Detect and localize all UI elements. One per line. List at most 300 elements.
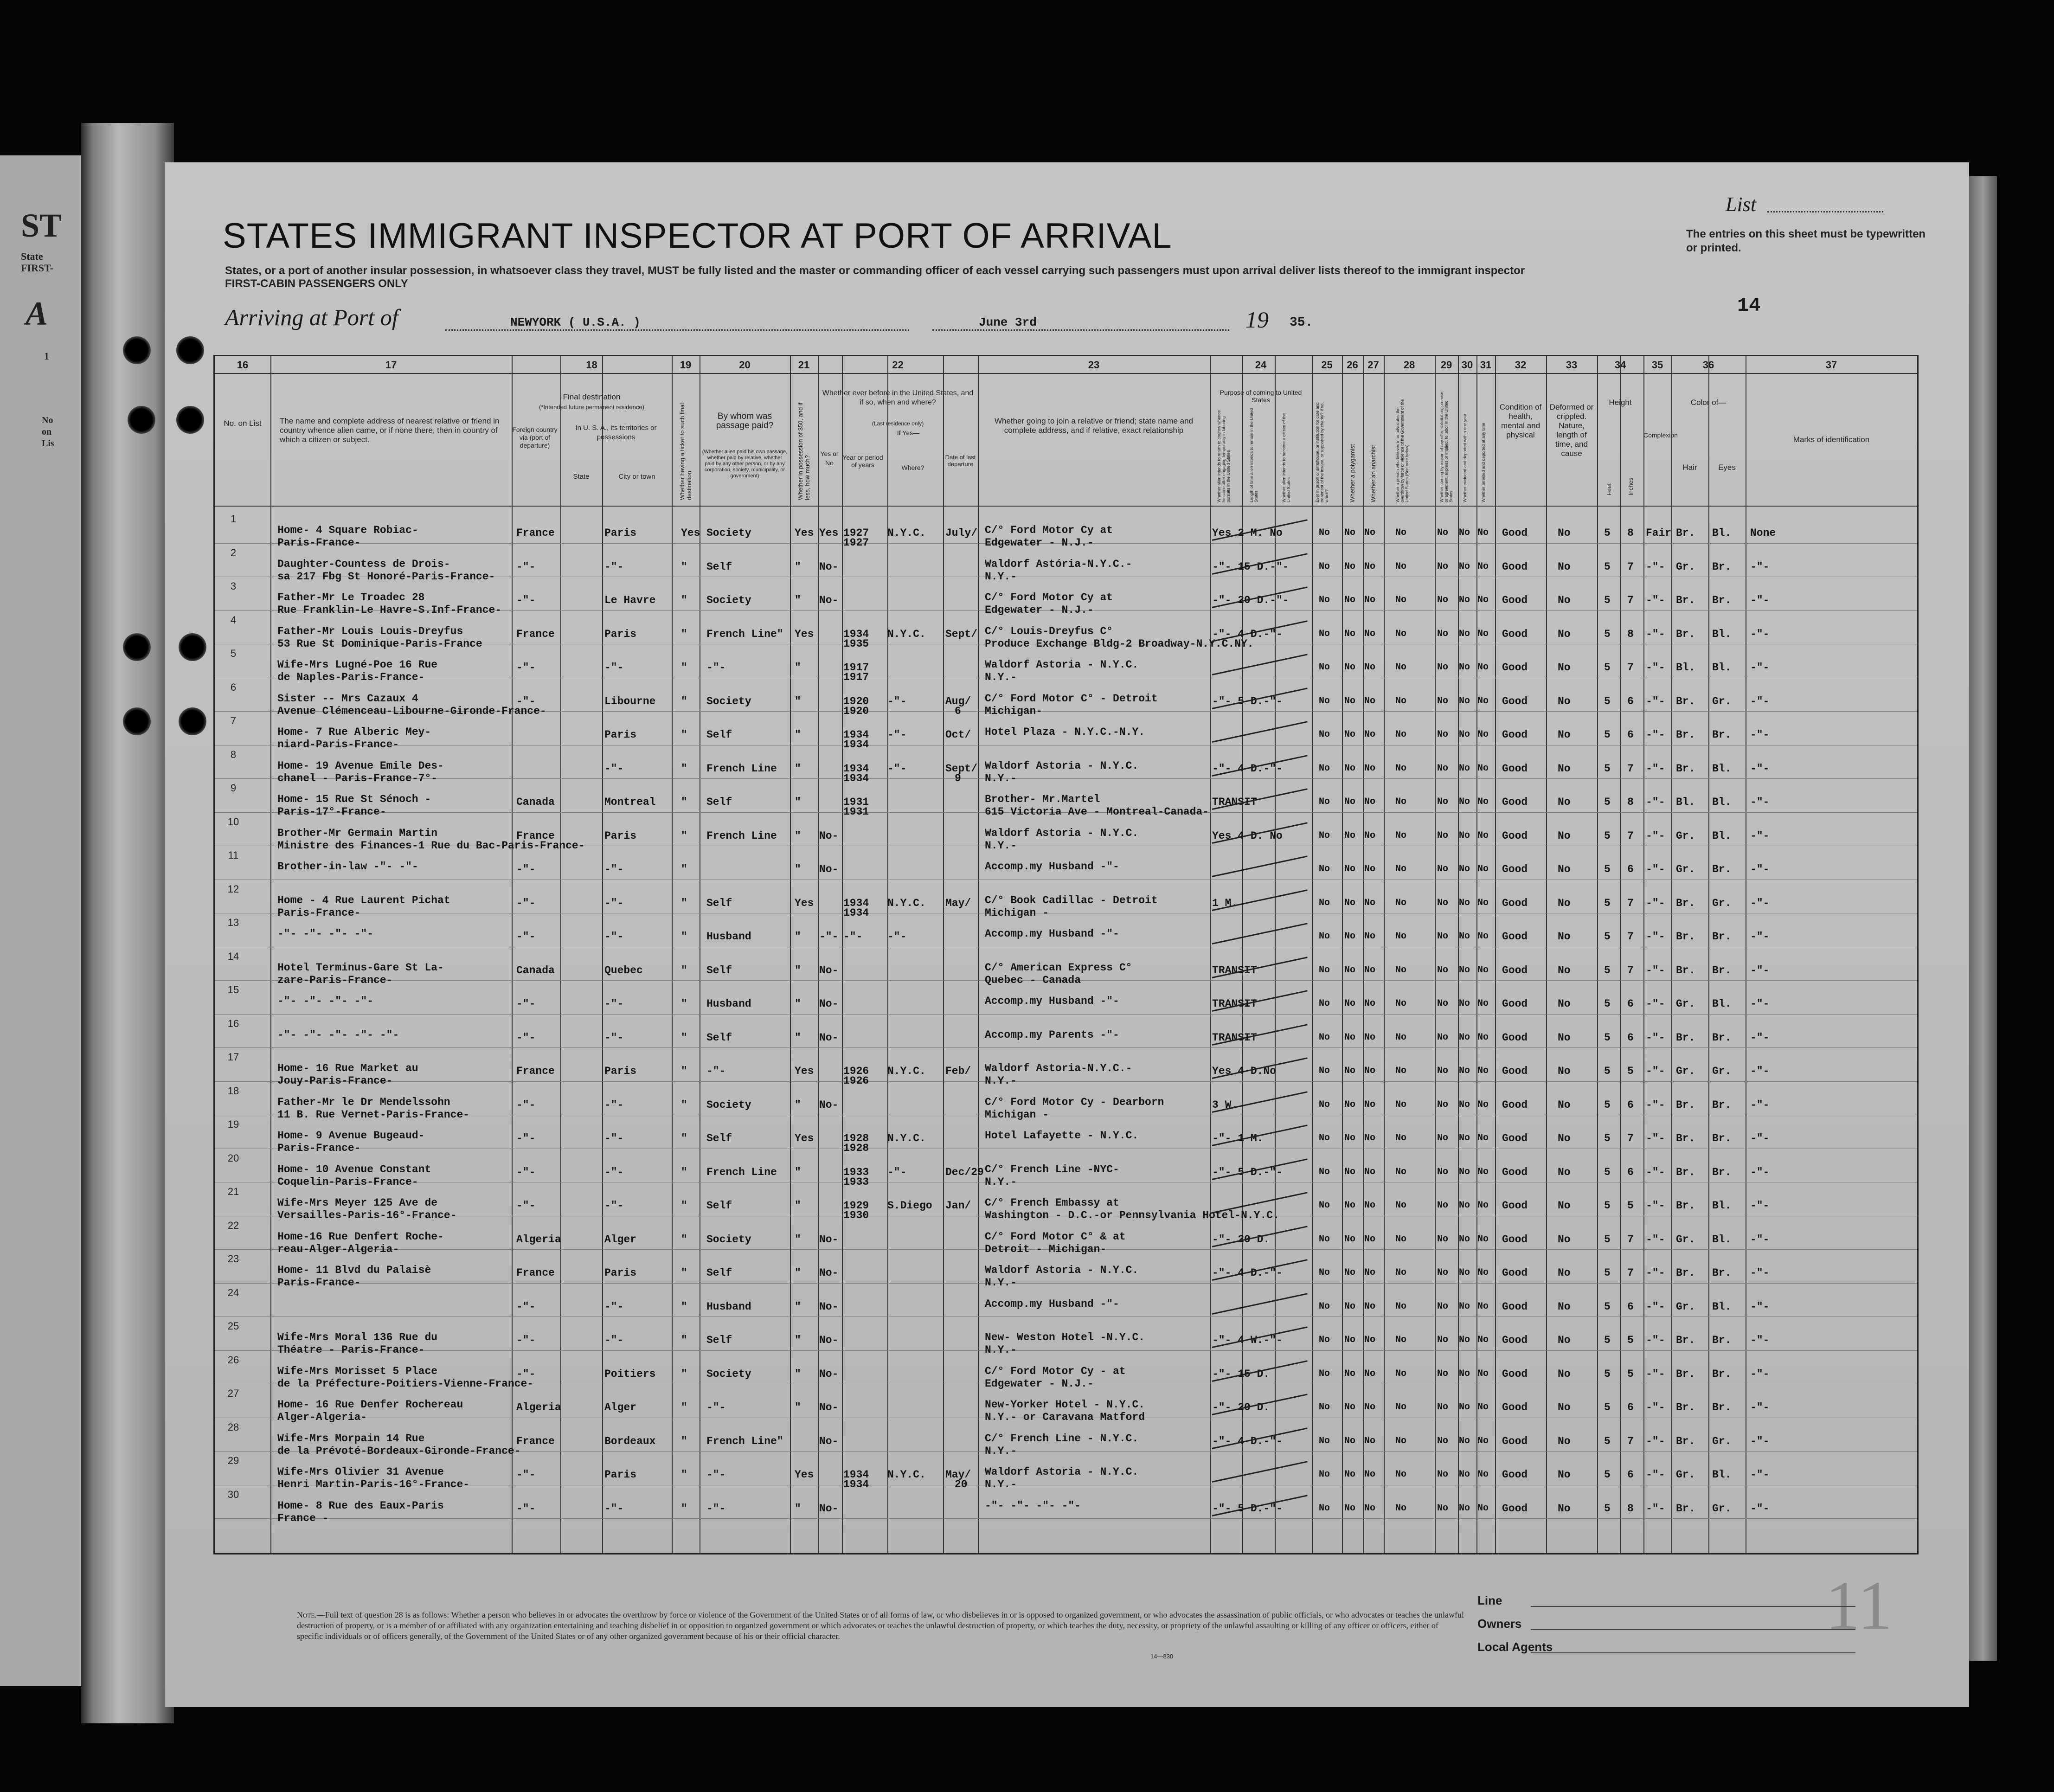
row-rule — [215, 1283, 1917, 1284]
cell-country: Canada — [516, 796, 555, 808]
cell-overthrow: No — [1395, 864, 1407, 874]
fragment-colnum: 1 — [44, 350, 49, 362]
handwritten-check-mark — [1212, 923, 1308, 944]
cell-departure: Feb/ — [945, 1065, 971, 1077]
cell-health: Good — [1502, 1200, 1528, 1212]
cell-polygamist: No — [1344, 729, 1356, 740]
cell-overthrow: No — [1395, 527, 1407, 538]
cell-relative-address: Home- 15 Rue St Sénoch - — [277, 793, 431, 805]
cell-departure: Dec/29 — [945, 1166, 984, 1178]
cell-inches: 7 — [1627, 662, 1634, 674]
cell-health: Good — [1502, 762, 1528, 775]
cell-excluded: No — [1459, 1099, 1470, 1110]
cell-anarchist: No — [1364, 964, 1376, 976]
cell-overthrow: No — [1395, 763, 1407, 774]
cell-year: 1934 — [843, 1469, 869, 1481]
cell-prison: No — [1319, 931, 1330, 942]
cell-eyes: Gr. — [1712, 695, 1732, 707]
cell-before: No- — [819, 1267, 839, 1279]
cell-year-cont: 1928 — [843, 1142, 869, 1154]
col-number: 29 — [1440, 359, 1452, 371]
cell-purpose: -"- 20 D. — [1212, 1233, 1270, 1246]
cell-inches: 6 — [1627, 1401, 1634, 1413]
header-purpose: Purpose of coming to United States — [1220, 389, 1302, 404]
cell-relative-address-cont: Paris-France- — [277, 537, 361, 549]
cell-before: No- — [819, 560, 839, 573]
cell-deformed: No — [1558, 1098, 1571, 1111]
header-nearest-relative: The name and complete address of nearest relative or friend in country whence alien came, or if none there, then in country of which a citizen or subject. — [280, 417, 500, 444]
cell-feet: 5 — [1604, 560, 1611, 573]
manifest-table — [213, 355, 1919, 1554]
cell-ticket: " — [681, 662, 687, 674]
cell-paid: Self — [706, 1132, 732, 1144]
cell-join: C/° French Line - N.Y.C. — [985, 1432, 1139, 1445]
cell-join: Accomp.my Parents -"- — [985, 1028, 1119, 1041]
cell-complexion: -"- — [1646, 628, 1665, 640]
cell-feet: 5 — [1604, 1098, 1611, 1111]
cell-deported: No — [1477, 796, 1489, 807]
header-height: Height — [1609, 398, 1632, 407]
cell-eyes: Bl. — [1712, 1469, 1732, 1481]
cell-join: C/° Ford Motor Cy at — [985, 524, 1113, 536]
row-rule — [215, 1518, 1917, 1519]
cell-city: -"- — [604, 931, 624, 943]
cell-city: Bordeaux — [604, 1435, 656, 1447]
cell-excluded: No — [1459, 1503, 1470, 1514]
punch-hole — [123, 336, 151, 364]
cell-marks: -"- — [1750, 1132, 1770, 1144]
cell-marks: -"- — [1750, 1166, 1770, 1178]
cell-money: " — [795, 1031, 801, 1044]
col-number: 19 — [680, 359, 692, 371]
header-inches: Inches — [1627, 477, 1634, 495]
cell-year: 1934 — [843, 729, 869, 741]
cell-ticket: " — [681, 897, 687, 909]
note-text: —Full text of question 28 is as follows: Whether a person who believes in or advocates the overthrow by force or violence of the Government of the United States or of all forms of law, or who disbelieves in or is opposed to organized government, or who advocates the assassination of public officials, or who advocates or teaches the unlawful destruction of property, or is a member of or affiliated with any organization entertaining and teaching disbelief in or opposition to organized government or which advocates or teaches the unlawful destruction of property, or which teaches the duty, necessity, or propriety of the unlawful assaulting or killing of any officer or officers, either of specific individuals or of officers generally, of the Government of the United States or of any other organized government because of his or their official character. — [297, 1610, 1464, 1641]
list-number-line — [1767, 211, 1883, 212]
cell-city: -"- — [604, 762, 624, 775]
cell-deformed: No — [1558, 1502, 1571, 1515]
cell-complexion: -"- — [1646, 695, 1665, 707]
cell-join: Waldorf Astoria - N.Y.C. — [985, 827, 1139, 839]
row-number: 2 — [230, 546, 237, 559]
cell-prison: No — [1319, 964, 1330, 976]
cell-join: New- Weston Hotel -N.Y.C. — [985, 1331, 1145, 1343]
port-line — [445, 329, 909, 331]
header-health: Condition of health, mental and physical — [1499, 403, 1542, 439]
sheet-edge — [1969, 176, 1997, 1661]
cell-prison: No — [1319, 1200, 1330, 1211]
cell-country: France — [516, 628, 555, 640]
cell-feet: 5 — [1604, 695, 1611, 707]
cell-year: 1928 — [843, 1132, 869, 1144]
cell-hair: Br. — [1676, 1368, 1695, 1380]
cell-hair: Br. — [1676, 964, 1695, 976]
cell-purpose: -"- 1 M. — [1212, 1132, 1264, 1144]
cell-relative-address: Sister -- Mrs Cazaux 4 — [277, 692, 418, 705]
cell-overthrow: No — [1395, 964, 1407, 976]
cell-deformed: No — [1558, 897, 1571, 909]
cell-deported: No — [1477, 1267, 1489, 1278]
fragment-state: State — [21, 250, 43, 262]
cell-money: " — [795, 1502, 801, 1515]
cell-marks: -"- — [1750, 729, 1770, 741]
row-number: 10 — [227, 816, 239, 828]
cell-join: C/° French Embassy at — [985, 1197, 1119, 1209]
column-rule — [1363, 356, 1364, 1553]
cell-money: " — [795, 1334, 801, 1346]
cell-money: Yes — [795, 628, 814, 640]
cell-overthrow: No — [1395, 998, 1407, 1009]
cell-marks: -"- — [1750, 998, 1770, 1010]
cell-overthrow: No — [1395, 628, 1407, 639]
cell-year: 1920 — [843, 695, 869, 707]
cell-relative-address-cont: de la Prévoté-Bordeaux-Gironde-France- — [277, 1445, 521, 1457]
fragment-first: FIRST- — [21, 262, 54, 274]
cell-purpose: -"- 5 D.-"- — [1212, 695, 1283, 707]
cell-city: -"- — [604, 560, 624, 573]
cell-labor: No — [1437, 1267, 1449, 1278]
cell-health: Good — [1502, 931, 1528, 943]
cell-year: 1934 — [843, 762, 869, 775]
cell-anarchist: No — [1364, 1435, 1376, 1446]
cell-deported: No — [1477, 561, 1489, 572]
cell-prison: No — [1319, 1301, 1330, 1312]
cell-health: Good — [1502, 1031, 1528, 1044]
cell-ticket: " — [681, 1132, 687, 1144]
cell-labor: No — [1437, 964, 1449, 976]
cell-year: 1926 — [843, 1065, 869, 1077]
cell-anarchist: No — [1364, 527, 1376, 538]
cell-join-cont: Washington - D.C.-or Pennsylvania Hotel-N.Y.C. — [985, 1209, 1279, 1221]
cell-join-cont: Quebec - Canada — [985, 974, 1081, 986]
cell-money: " — [795, 594, 801, 606]
cell-hair: Gr. — [1676, 829, 1695, 842]
cell-city: Alger — [604, 1401, 637, 1413]
cell-paid: Self — [706, 796, 732, 808]
cell-overthrow: No — [1395, 1503, 1407, 1514]
cell-health: Good — [1502, 1300, 1528, 1313]
row-number: 13 — [227, 917, 239, 928]
cell-marks: -"- — [1750, 1435, 1770, 1447]
cell-deported: No — [1477, 628, 1489, 639]
cell-where: N.Y.C. — [887, 1469, 926, 1481]
cell-deformed: No — [1558, 560, 1571, 573]
cell-anarchist: No — [1364, 830, 1376, 841]
cell-complexion: -"- — [1646, 762, 1665, 775]
header-deported: Whether arrested and deported at any time — [1481, 423, 1486, 502]
cell-before: No- — [819, 1502, 839, 1515]
cell-prison: No — [1319, 796, 1330, 807]
cell-money: " — [795, 998, 801, 1010]
cell-relative-address: -"- -"- -"- -"- — [277, 928, 374, 940]
cell-overthrow: No — [1395, 729, 1407, 740]
cell-eyes: Br. — [1712, 729, 1732, 741]
cell-relative-address-cont: zare-Paris-France- — [277, 974, 393, 986]
column-rule — [672, 356, 673, 1553]
row-rule — [215, 1081, 1917, 1082]
header-last-departure: Date of last departure — [945, 454, 976, 468]
header-ever-before: Whether ever before in the United States, and if so, when and where? — [822, 389, 974, 406]
cell-city: Paris — [604, 1065, 637, 1077]
cell-deported: No — [1477, 830, 1489, 841]
punch-hole — [176, 406, 204, 434]
cell-feet: 5 — [1604, 998, 1611, 1010]
cell-anarchist: No — [1364, 1368, 1376, 1379]
cell-deported: No — [1477, 1066, 1489, 1076]
col-number: 16 — [237, 359, 249, 371]
cell-polygamist: No — [1344, 1233, 1356, 1245]
cell-year: 1934 — [843, 628, 869, 640]
cell-country: France — [516, 1065, 555, 1077]
column-rule — [1671, 356, 1672, 1553]
cell-relative-address: Home- 7 Rue Alberic Mey- — [277, 726, 431, 738]
cell-purpose: Yes 2 M. No — [1212, 527, 1283, 539]
cell-hair: Gr. — [1676, 1300, 1695, 1313]
cell-where: -"- — [887, 1166, 907, 1178]
cell-money: " — [795, 1166, 801, 1178]
line-field — [1531, 1606, 1855, 1607]
cell-money: " — [795, 964, 801, 976]
cell-labor: No — [1437, 1166, 1449, 1177]
cell-complexion: -"- — [1646, 1502, 1665, 1515]
col-number: 18 — [586, 359, 597, 371]
cell-purpose: 3 W. — [1212, 1098, 1238, 1111]
cell-eyes: Bl. — [1712, 1233, 1732, 1246]
cell-excluded: No — [1459, 1200, 1470, 1211]
header-fifty-dollars: Whether in possession of $50, and if less, how much? — [797, 402, 811, 500]
cell-health: Good — [1502, 1469, 1528, 1481]
cell-marks: None — [1750, 527, 1776, 539]
header-purpose-length: Length of time alien intends to remain in the United States — [1249, 408, 1258, 502]
cell-polygamist: No — [1344, 864, 1356, 874]
col-number: 32 — [1515, 359, 1527, 371]
cell-relative-address: Wife-Mrs Olivier 31 Avenue — [277, 1466, 444, 1478]
cell-city: -"- — [604, 863, 624, 875]
cell-year-cont: 1934 — [843, 906, 869, 919]
cell-health: Good — [1502, 964, 1528, 976]
header-passage-paid-note: (Whether alien paid his own passage, whether paid by relative, whether paid by any other person, or by any corporation, society, municipality, or government) — [702, 449, 788, 479]
cell-deformed: No — [1558, 1031, 1571, 1044]
cell-anarchist: No — [1364, 1301, 1376, 1312]
fragment-st: ST — [21, 207, 62, 244]
cell-prison: No — [1319, 1032, 1330, 1043]
cell-prison: No — [1319, 864, 1330, 874]
cell-marks: -"- — [1750, 1200, 1770, 1212]
cell-inches: 6 — [1627, 863, 1634, 875]
cell-marks: -"- — [1750, 829, 1770, 842]
cell-anarchist: No — [1364, 595, 1376, 605]
cell-before: No- — [819, 1300, 839, 1313]
cell-anarchist: No — [1364, 729, 1376, 740]
cell-eyes: Br. — [1712, 863, 1732, 875]
cell-ticket: " — [681, 1435, 687, 1447]
cell-feet: 5 — [1604, 829, 1611, 842]
col-number: 22 — [892, 359, 904, 371]
cell-deformed: No — [1558, 628, 1571, 640]
cell-inches: 7 — [1627, 931, 1634, 943]
cell-marks: -"- — [1750, 1300, 1770, 1313]
cell-where: -"- — [887, 729, 907, 741]
cell-money: Yes — [795, 1065, 814, 1077]
cell-labor: No — [1437, 830, 1449, 841]
cell-country: Algeria — [516, 1233, 561, 1246]
cell-purpose: -"- 4 D.-"- — [1212, 1435, 1283, 1447]
cell-overthrow: No — [1395, 897, 1407, 908]
cell-polygamist: No — [1344, 998, 1356, 1009]
page-title: STATES IMMIGRANT INSPECTOR AT PORT OF ARRIVAL — [223, 216, 1172, 256]
cell-complexion: -"- — [1646, 1368, 1665, 1380]
cell-health: Good — [1502, 729, 1528, 741]
col-number: 36 — [1702, 359, 1714, 371]
cell-join-cont: N.Y.- — [985, 772, 1017, 784]
cell-city: Montreal — [604, 796, 656, 808]
cell-marks: -"- — [1750, 762, 1770, 775]
cell-inches: 6 — [1627, 1300, 1634, 1313]
cell-deformed: No — [1558, 1200, 1571, 1212]
cell-anarchist: No — [1364, 1066, 1376, 1076]
cell-relative-address-cont: sa 217 Fbg St Honoré-Paris-France- — [277, 570, 495, 583]
cell-polygamist: No — [1344, 1200, 1356, 1211]
cell-overthrow: No — [1395, 1032, 1407, 1043]
cell-inches: 6 — [1627, 695, 1634, 707]
cell-deformed: No — [1558, 729, 1571, 741]
cell-labor: No — [1437, 1133, 1449, 1143]
cell-labor: No — [1437, 1335, 1449, 1345]
cell-ticket: " — [681, 594, 687, 606]
cell-where: N.Y.C. — [887, 628, 926, 640]
header-excluded: Whether excluded and deported within one year — [1463, 413, 1467, 502]
cell-paid: Self — [706, 897, 732, 909]
cell-relative-address: -"- -"- -"- -"- -"- — [277, 1028, 399, 1041]
cell-hair: Gr. — [1676, 1469, 1695, 1481]
header-foreign-country: Foreign country via (port of departure) — [512, 426, 558, 449]
cell-join-cont: Edgewater - N.J.- — [985, 604, 1094, 616]
cell-health: Good — [1502, 560, 1528, 573]
row-rule — [215, 778, 1917, 779]
cell-relative-address-cont: niard-Paris-France- — [277, 739, 399, 751]
cell-relative-address: Hotel Terminus-Gare St La- — [277, 961, 444, 974]
cell-prison: No — [1319, 1469, 1330, 1480]
cell-year-cont: 1920 — [843, 705, 869, 717]
cell-year-cont: 1930 — [843, 1209, 869, 1221]
cell-ticket: " — [681, 729, 687, 741]
row-number: 5 — [230, 648, 237, 659]
cell-excluded: No — [1459, 897, 1470, 908]
cell-prison: No — [1319, 897, 1330, 908]
cell-inches: 6 — [1627, 1469, 1634, 1481]
cell-complexion: -"- — [1646, 1300, 1665, 1313]
fragment-list: Lis — [42, 438, 54, 449]
cell-feet: 5 — [1604, 863, 1611, 875]
cell-hair: Gr. — [1676, 1065, 1695, 1077]
cell-relative-address-cont: Rue Franklin-Le Havre-S.Inf-France- — [277, 604, 502, 616]
cell-hair: Br. — [1676, 695, 1695, 707]
cell-eyes: Gr. — [1712, 1435, 1732, 1447]
cell-relative-address-cont: Versailles-Paris-16°-France- — [277, 1209, 457, 1221]
cell-relative-address-cont: Alger-Algeria- — [277, 1411, 367, 1423]
column-rule — [602, 356, 603, 1553]
cell-anarchist: No — [1364, 1032, 1376, 1043]
cell-purpose: -"- 5 D.-"- — [1212, 1502, 1283, 1515]
cell-money: Yes — [795, 1132, 814, 1144]
cell-relative-address: Home- 16 Rue Market au — [277, 1062, 418, 1074]
cell-polygamist: No — [1344, 1133, 1356, 1143]
cell-country: -"- — [516, 863, 536, 875]
cell-polygamist: No — [1344, 1402, 1356, 1413]
col-number: 31 — [1480, 359, 1492, 371]
cell-complexion: -"- — [1646, 796, 1665, 808]
cell-eyes: Bl. — [1712, 998, 1732, 1010]
cell-departure: Oct/ — [945, 729, 971, 741]
cell-year: 1934 — [843, 897, 869, 909]
cell-marks: -"- — [1750, 897, 1770, 909]
cell-prison: No — [1319, 830, 1330, 841]
cell-labor: No — [1437, 695, 1449, 707]
cell-anarchist: No — [1364, 695, 1376, 707]
cell-feet: 5 — [1604, 594, 1611, 606]
cell-eyes: Br. — [1712, 560, 1732, 573]
cell-relative-address: Father-Mr le Dr Mendelssohn — [277, 1096, 450, 1108]
cell-relative-address: Wife-Mrs Lugné-Poe 16 Rue — [277, 659, 438, 671]
cell-anarchist: No — [1364, 1267, 1376, 1278]
cell-polygamist: No — [1344, 1368, 1356, 1379]
cell-health: Good — [1502, 662, 1528, 674]
cell-inches: 7 — [1627, 594, 1634, 606]
date-value: June 3rd — [979, 315, 1037, 329]
cell-prison: No — [1319, 1267, 1330, 1278]
cell-deported: No — [1477, 897, 1489, 908]
cell-relative-address: Home- 16 Rue Denfer Rochereau — [277, 1399, 463, 1411]
cell-health: Good — [1502, 527, 1528, 539]
cell-year: 1933 — [843, 1166, 869, 1178]
cell-excluded: No — [1459, 561, 1470, 572]
cell-deformed: No — [1558, 1435, 1571, 1447]
column-rule — [270, 356, 271, 1553]
cell-complexion: -"- — [1646, 1200, 1665, 1212]
cell-complexion: -"- — [1646, 897, 1665, 909]
handwritten-check-mark — [1212, 654, 1308, 675]
handwritten-check-mark — [1212, 1293, 1308, 1315]
cell-eyes: Bl. — [1712, 762, 1732, 775]
cell-join-cont: N.Y.- — [985, 1175, 1017, 1188]
cell-excluded: No — [1459, 695, 1470, 707]
cell-hair: Br. — [1676, 628, 1695, 640]
cell-hair: Br. — [1676, 931, 1695, 943]
cell-excluded: No — [1459, 1368, 1470, 1379]
cell-country: -"- — [516, 1469, 536, 1481]
cell-feet: 5 — [1604, 1132, 1611, 1144]
cell-hair: Gr. — [1676, 998, 1695, 1010]
cell-ticket: " — [681, 1300, 687, 1313]
cell-relative-address: -"- -"- -"- -"- — [277, 995, 374, 1007]
cell-marks: -"- — [1750, 1334, 1770, 1346]
cell-before: No- — [819, 998, 839, 1010]
cell-before: Yes — [819, 527, 839, 539]
cell-join: C/° Ford Motor C° & at — [985, 1230, 1126, 1243]
cell-labor: No — [1437, 729, 1449, 740]
cell-relative-address-cont: Paris-France- — [277, 1142, 361, 1154]
sheet-number: 14 — [1737, 295, 1761, 317]
cell-health: Good — [1502, 1401, 1528, 1413]
cell-anarchist: No — [1364, 1503, 1376, 1514]
cell-departure: Sept/ — [945, 628, 978, 640]
header-passage-paid: By whom was passage paid? — [716, 411, 774, 430]
row-number: 25 — [227, 1320, 239, 1332]
cell-feet: 5 — [1604, 729, 1611, 741]
cell-relative-address-cont: reau-Alger-Algeria- — [277, 1243, 399, 1255]
cell-purpose: -"- 20 D.-"- — [1212, 594, 1289, 606]
